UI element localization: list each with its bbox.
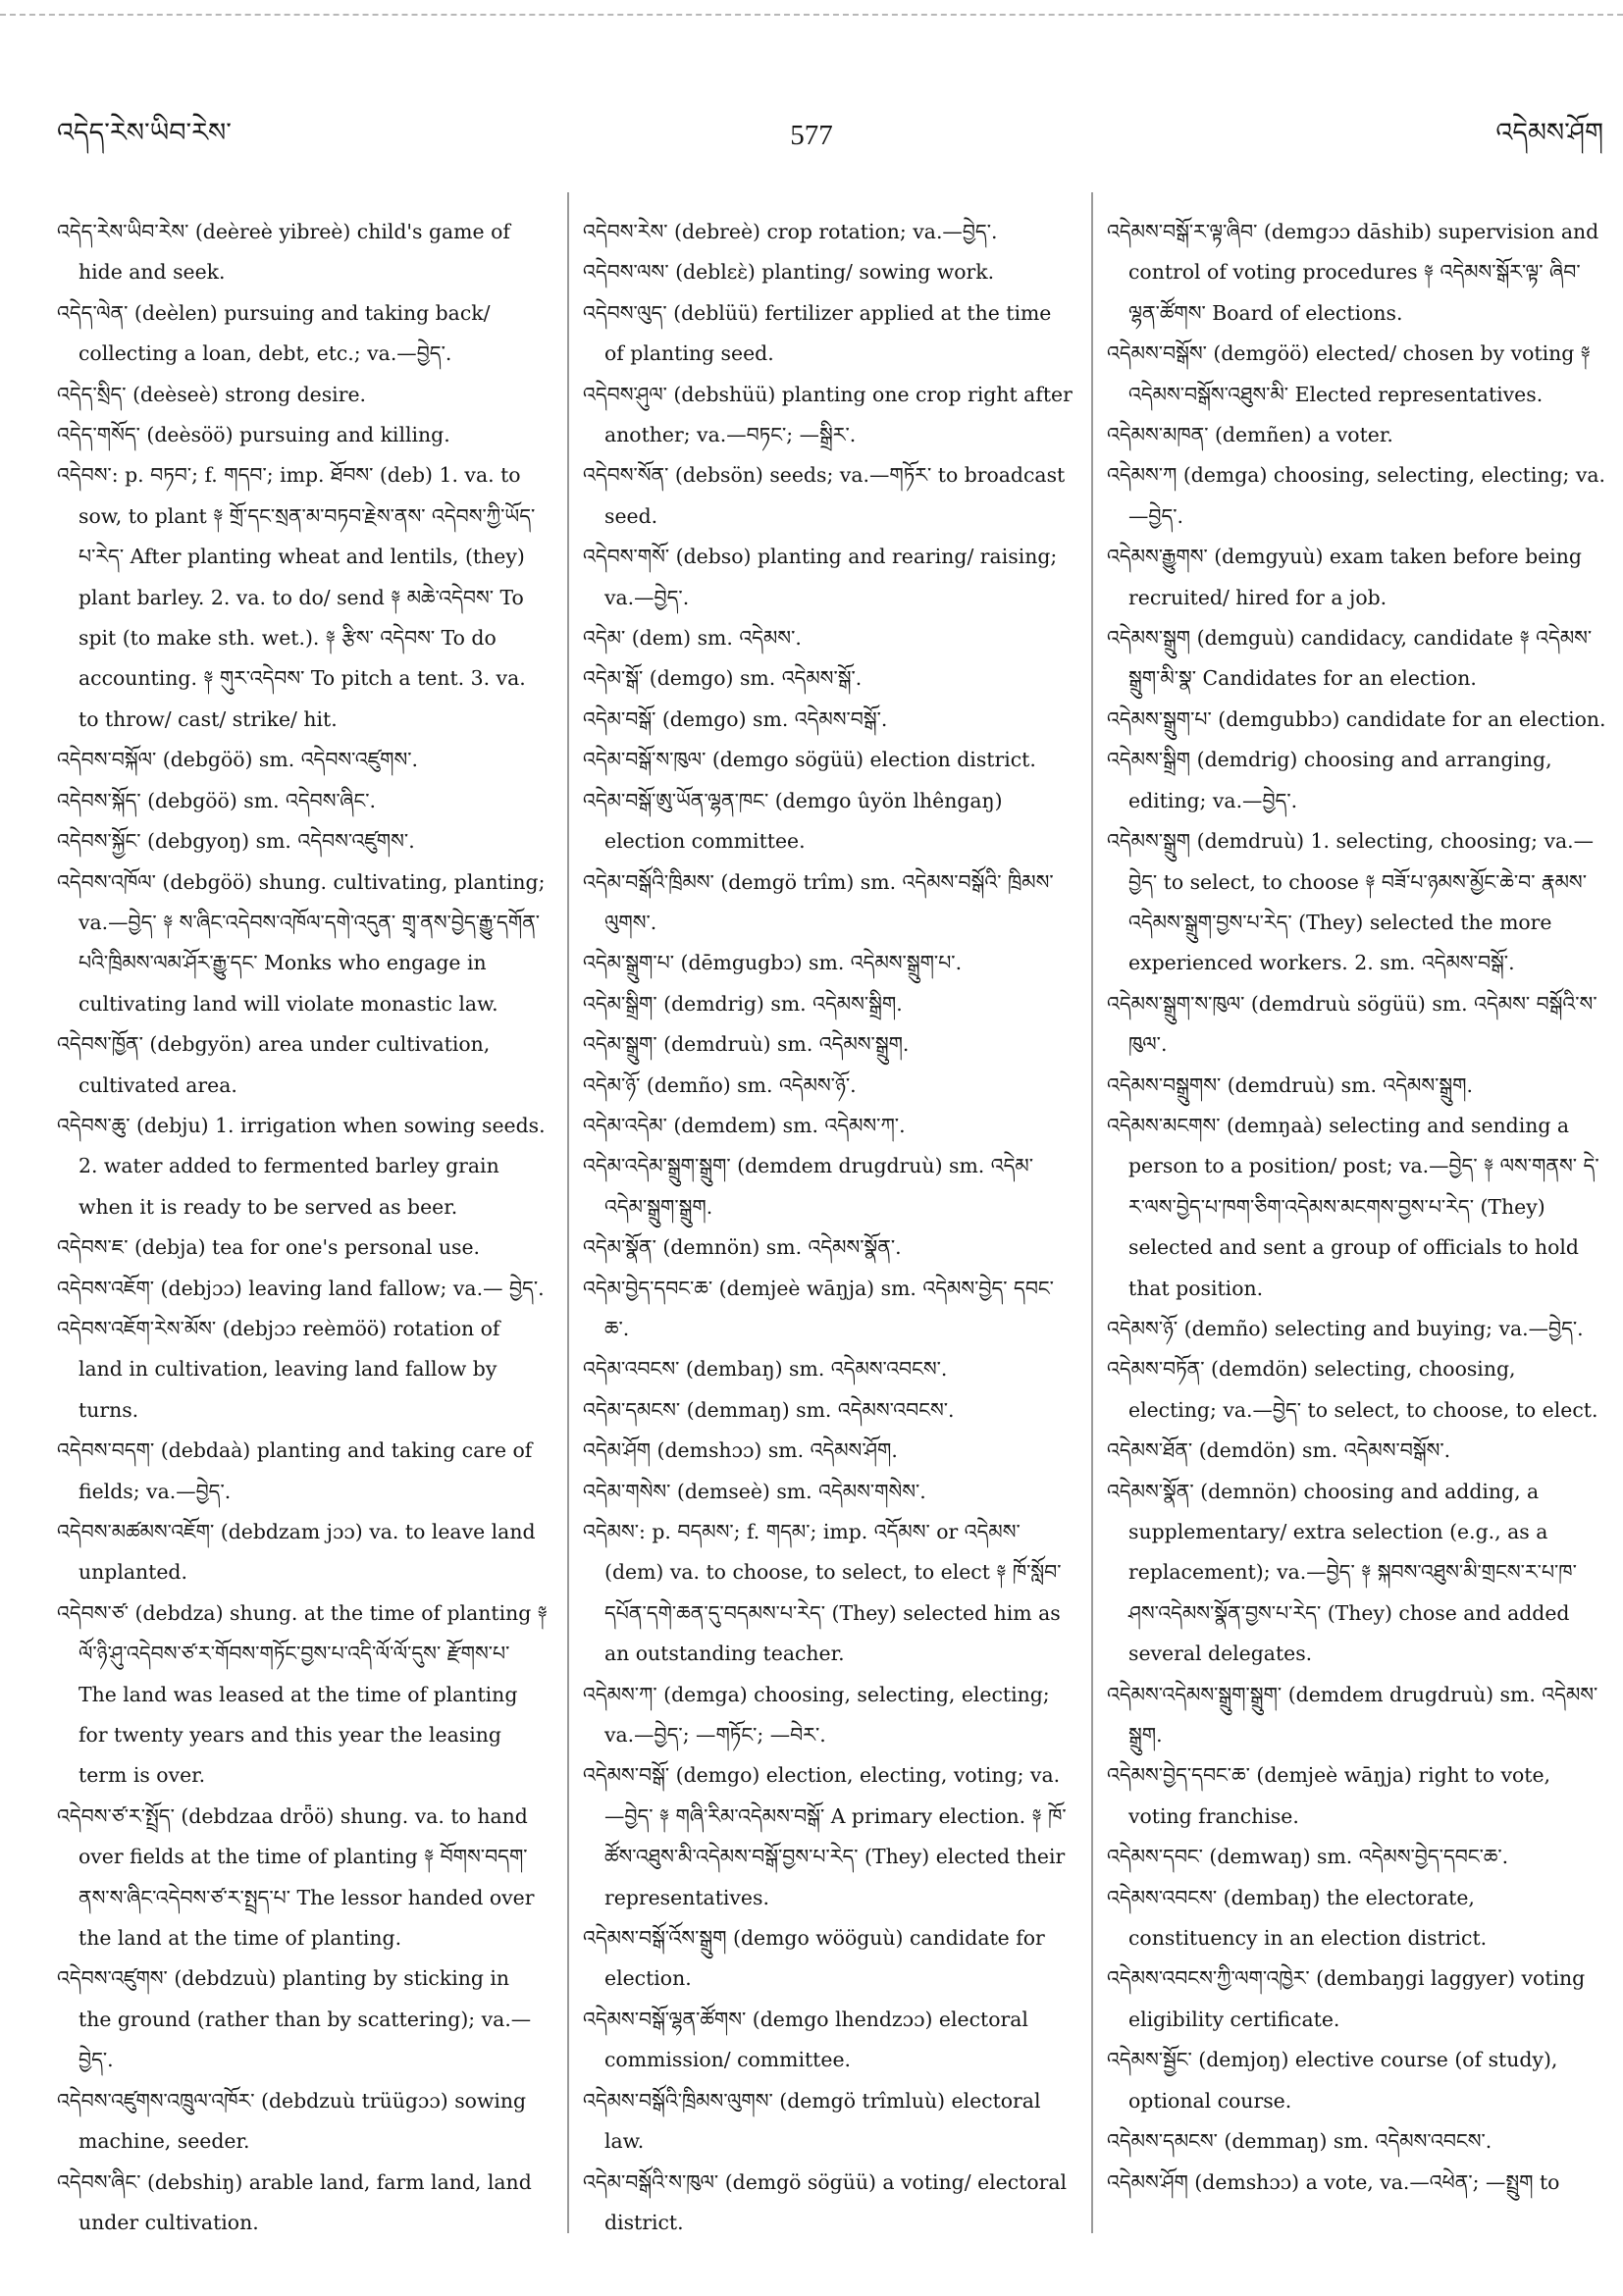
dictionary-entry: འདེམས་དམངས་ (demmaŋ) sm. འདེམས་འབངས་. bbox=[1107, 2129, 1492, 2154]
dictionary-entry: འདེབས་ཆུ་ (debju) 1. irrigation when sowing seeds. 2. water added to fermented barley grain when it is ready to be served as beer. bbox=[57, 1113, 546, 1219]
dictionary-entry: འདེབས་འཇོག་ (debjɔɔ) leaving land fallow; va.— བྱེད་. bbox=[57, 1276, 545, 1300]
dictionary-entry: འདེམས་སྒྲུག་ས་ཁུལ་ (demdruù sögüü) sm. འདེམས་ བསྒོའི་ས་ཁུལ་. bbox=[1107, 991, 1597, 1057]
dictionary-entry: འདེམ་དམངས་ (demmaŋ) sm. འདེམས་འབངས་. bbox=[583, 1397, 955, 1422]
dictionary-entry: འདེམ་བྱེད་དབང་ཆ་ (demjeè wāŋja) sm. འདེམས་བྱེད་ དབང་ཆ་. bbox=[583, 1276, 1054, 1340]
dictionary-entry: འདེམས་བསྒྲུགས་ (demdruù) sm. འདེམས་སྒྲུག. bbox=[1107, 1072, 1474, 1097]
dictionary-entry: འདེབས་ལུད་ (deblüü) fertilizer applied at the time of planting seed. bbox=[583, 300, 1052, 366]
dictionary-entry: འདེབས་འཇོག་རེས་མོས་ (debjɔɔ reèmöö) rotation of land in cultivation, leaving land fallow by turns. bbox=[57, 1316, 500, 1422]
dictionary-entry: འདེམས་ཀ (demga) choosing, selecting, electing; va.—བྱེད་. bbox=[1107, 463, 1606, 528]
dictionary-entry: འདེམས་བསྒོས་ (demgöö) elected/ chosen by voting ༈ འདེམས་བསྒོས་འཐུས་མི་ Elected representatives. bbox=[1107, 341, 1591, 406]
dictionary-column-2 bbox=[583, 212, 1073, 2243]
dictionary-entry: འདེབས་སོན་ (debsön) seeds; va.—གཏོར་ to broadcast seed. bbox=[583, 463, 1066, 528]
dictionary-entry: འདེམ་འབངས་ (dembaŋ) sm. འདེམས་འབངས་. bbox=[583, 1357, 948, 1382]
dictionary-entry: འདེམ་བསྒོ་ས་ཁུལ་ (demgo sögüü) election district. bbox=[583, 748, 1036, 772]
dictionary-entry: འདེམ་འདེམ་ (demdem) sm. འདེམས་ཀ་. bbox=[583, 1113, 906, 1137]
column-divider bbox=[1091, 192, 1093, 2233]
dictionary-entry: འདེམས་ཉོ་ (demño) selecting and buying; va.—བྱེད་. bbox=[1107, 1316, 1584, 1340]
dictionary-entry: འདེམས་བྱེད་དབང་ཆ་ (demjeè wāŋja) right to vote, voting franchise. bbox=[1107, 1763, 1551, 1828]
dictionary-entry: འདེམས་བསྒོའི་ཁྲིམས་ལུགས་ (demgö trîmluù) electoral law. bbox=[583, 2088, 1041, 2154]
dictionary-entry: འདེམས་མངགས་ (demŋaà) selecting and sending a person to a position/ post; va.—བྱེད་ ༈ ལས་གནས་ དེ་ར་ལས་བྱེད་པ་ཁག་ཅིག་འདེམས་མངགས་བྱས་པ་རེད་ (They) selected and sent a group of officials to hold that position. bbox=[1107, 1113, 1599, 1300]
page-number: 577 bbox=[790, 120, 833, 151]
dictionary-entry: འདེབས་འཛུགས་འཁྲུལ་འཁོར་ (debdzuù trüügɔɔ) sowing machine, seeder. bbox=[57, 2088, 527, 2154]
dictionary-entry: འདེམས་ཤོག (demshɔɔ) a vote, va.—འཕེན་; —སྤྲུག to bbox=[1107, 2169, 1560, 2194]
dictionary-entry: འདེམས་སྒྲིག (demdrig) choosing and arranging, editing; va.—བྱེད་. bbox=[1107, 748, 1552, 812]
dictionary-entry: འདེམས་སྒྲུག (demguù) candidacy, candidate ༈ འདེམས་སྒྲུག་མི་སྣ་ Candidates for an election. bbox=[1107, 626, 1593, 691]
dictionary-entry: འདེམས་སྦྱོང་ (demjoŋ) elective course (of study), optional course. bbox=[1107, 2048, 1558, 2113]
dictionary-entry: འདེབས་ལས་ (deblɛɛ̀) planting/ sowing work. bbox=[583, 260, 995, 285]
left-guide-word: འདེད་རེས་ཡིབ་རེས་ bbox=[57, 118, 232, 148]
dictionary-entry: འདེམས་སྣོན་ (demnön) choosing and adding, a supplementary/ extra selection (e.g., as a replacement); va.—བྱེད་ ༈ སྐབས་འཐུས་མི་གྲངས་ར་པ་ཁ་ ཤས་འདེམས་སྣོན་བྱས་པ་རེད་ (They) chose and added several delegates. bbox=[1107, 1479, 1577, 1666]
dictionary-entry: འདེམས་བཏོན་ (demdön) selecting, choosing, electing; va.—བྱེད་ to select, to choose, to elect. bbox=[1107, 1357, 1598, 1422]
dictionary-entry: འདེམས་འབངས་ཀྱི་ལག་འཁྱེར་ (dembaŋgi laggyer) voting eligibility certificate. bbox=[1107, 1966, 1586, 2031]
dictionary-entry: འདེབས་སྐོད་ (debgöö) sm. འདེབས་ཞིང་. bbox=[57, 788, 376, 812]
dictionary-entry: འདེམ་བསྒོའི་ཁྲིམས་ (demgö trîm) sm. འདེམས་བསྒོའི་ ཁྲིམས་ལུགས་. bbox=[583, 869, 1054, 934]
dictionary-entry: འདེམས་འབངས་ (dembaŋ) the electorate, constituency in an election district. bbox=[1107, 1885, 1488, 1951]
dictionary-entry: འདེབས་གསོ་ (debso) planting and rearing/ raising; va.—བྱེད་. bbox=[583, 545, 1058, 609]
dictionary-entry: འདེམ་ (dem) sm. འདེམས་. bbox=[583, 626, 802, 651]
dictionary-entry: འདེམ་བསྒོའི་ས་ཁུལ་ (demgö sögüü) a voting/ electoral district. bbox=[583, 2169, 1068, 2234]
dictionary-entry: འདེམ་སྒྲུག་པ་ (dēmgugbɔ) sm. འདེམས་སྒྲུག་པ་. bbox=[583, 951, 963, 975]
dictionary-entry: འདེབས་འཁོལ་ (debgöö) shung. cultivating, planting; va.—བྱེད་ ༈ ས་ཞིང་འདེབས་འཁོལ་དགེ་འདུན་ གྲྭ་ནས་བྱེད་རྒྱུ་དགོན་པའི་ཁྲིམས་ལམ་ཤོར་རྒྱུ་དང་ Monks who engage in cultivating land will violate monastic law. bbox=[57, 869, 546, 1016]
dictionary-entry: འདེམ་གསེས་ (demseè) sm. འདེམས་གསེས་. bbox=[583, 1479, 926, 1503]
dictionary-entry: འདེམས་བསྒོ་ལྷན་ཚོགས་ (demgo lhendzɔɔ) electoral commission/ committee. bbox=[583, 2007, 1028, 2072]
dictionary-entry: འདེབས་ཙ་ (debdza) shung. at the time of planting ༈ ལོ་ཉི་ཤུ་འདེབས་ཙ་ར་གོབས་གཏོང་བྱས་པ་འདི་ལོ་ལོ་དུས་ རྫོགས་པ་ The land was leased at the time of planting for twenty years and this year the leasing term is over. bbox=[57, 1600, 548, 1788]
dictionary-entry: འདེད་རེས་ཡིབ་རེས་ (deèreè yibreè) child's game of hide and seek. bbox=[57, 220, 510, 285]
dictionary-entry: འདེབས་ཁྱོན་ (debgyön) area under cultivation, cultivated area. bbox=[57, 1032, 491, 1097]
dictionary-entry: འདེམས་བསྒོ་ར་ལྟ་ཞིབ་ (demgɔɔ dāshib) supervision and control of voting procedures ༈ འདེམས་སྒོར་ལྟ་ ཞིབ་ལྷན་ཚོགས་ Board of elections. bbox=[1107, 220, 1599, 325]
dictionary-entry: འདེམས་སྒྲུག (demdruù) 1. selecting, choosing; va.— བྱེད་ to select, to choose ༈ བཟོ་པ་ཉམས་མྱོང་ཆེ་བ་ རྣམས་འདེམས་སྒྲུག་བྱས་པ་རེད་ (They) selected the more experienced workers. 2. sm. འདེམས་བསྒོ་. bbox=[1107, 829, 1595, 975]
dictionary-entry: འདེབས་མཚམས་འཇོག་ (debdzam jɔɔ) va. to leave land unplanted. bbox=[57, 1520, 536, 1585]
column-divider bbox=[567, 192, 569, 2233]
dictionary-entry: འདེམས་ཀ་ (demga) choosing, selecting, electing; va.—བྱེད་; —གཏོང་; —བེར་. bbox=[583, 1682, 1050, 1748]
dictionary-entry: འདེད་སྲིད་ (deèseè) strong desire. bbox=[57, 382, 367, 406]
dictionary-entry: འདེམ་སྒྲུག་ (demdruù) sm. འདེམས་སྒྲུག. bbox=[583, 1032, 910, 1057]
dictionary-entry: འདེབས་བདག་ (debdaà) planting and taking care of fields; va.—བྱེད་. bbox=[57, 1438, 533, 1503]
dictionary-entry: འདེབས་ཇ་ (debja) tea for one's personal use. bbox=[57, 1235, 481, 1260]
dictionary-entry: འདེབས་སྐྱོང་ (debgyoŋ) sm. འདེབས་འཛུགས་. bbox=[57, 829, 415, 854]
dictionary-column-3 bbox=[1107, 212, 1609, 2203]
dictionary-entry: འདེམས་དབང་ (demwaŋ) sm. འདེམས་བྱེད་དབང་ཆ་. bbox=[1107, 1845, 1509, 1869]
dictionary-entry: འདེབས་རེས་ (debreè) crop rotation; va.—བྱེད་. bbox=[583, 220, 998, 243]
dictionary-entry: འདེམས་: p. བདམས་; f. གདམ་; imp. འདོམས་ or འདེམས་ (dem) va. to choose, to select, to elect ༈ ཁོ་སློབ་དཔོན་དགེ་ཆན་དུ་བདམས་པ་རེད་ (They) selected him as an outstanding teacher. bbox=[583, 1520, 1062, 1666]
dictionary-entry: འདེམས་ཐོན་ (demdön) sm. འདེམས་བསྒོས་. bbox=[1107, 1438, 1451, 1463]
dictionary-entry: འདེམས་རྒྱུགས་ (demgyuù) exam taken before being recruited/ hired for a job. bbox=[1107, 545, 1582, 609]
dictionary-column-1 bbox=[57, 212, 548, 2243]
dictionary-entry: འདེམས་སྒྲུག་པ་ (demgubbɔ) candidate for an election. bbox=[1107, 706, 1606, 731]
dictionary-entry: འདེམ་བསྒོ་ (demgo) sm. འདེམས་བསྒོ་. bbox=[583, 706, 888, 731]
dictionary-entry: འདེམ་ཤོག (demshɔɔ) sm. འདེམས་ཤོག. bbox=[583, 1438, 898, 1463]
dictionary-entry: འདེབས་ཞིང་ (debshiŋ) arable land, farm land, land under cultivation. bbox=[57, 2169, 532, 2234]
dictionary-entry: འདེམ་སྒྲིག་ (demdrig) sm. འདེམས་སྒྲིག. bbox=[583, 991, 903, 1016]
dictionary-entry: འདེམས་མཁན་ (demñen) a voter. bbox=[1107, 423, 1393, 447]
dictionary-entry: འདེམ་ཉོ་ (demño) sm. འདེམས་ཉོ་. bbox=[583, 1072, 857, 1097]
dictionary-entry: འདེད་གསོད་ (deèsöö) pursuing and killing. bbox=[57, 423, 450, 447]
dictionary-entry: འདེམ་སྣོན་ (demnön) sm. འདེམས་སྣོན་. bbox=[583, 1235, 902, 1260]
dictionary-entry: འདེམ་འདེམ་སྒྲུག་སྒྲུག་ (demdem drugdruù) sm. འདེམ་འདེམ་སྒྲུག་སྒྲུག. bbox=[583, 1154, 1034, 1219]
dictionary-entry: འདེབས་བསྐོལ་ (debgöö) sm. འདེབས་འཛུགས་. bbox=[57, 748, 419, 772]
right-guide-word: འདེམས་ཤོག bbox=[1495, 118, 1603, 148]
dictionary-entry: འདེམས་བསྒོ་འོས་སྒྲུག (demgo wööguù) candidate for election. bbox=[583, 1926, 1045, 1991]
dictionary-entry: འདེམས་འདེམས་སྒྲུག་སྒྲུག་ (demdem drugdruù) sm. འདེམས་སྒྲུག. bbox=[1107, 1682, 1598, 1748]
dictionary-entry: འདེབས་འཛུགས་ (debdzuù) planting by sticking in the ground (rather than by scattering); va.—བྱེད་. bbox=[57, 1966, 532, 2072]
scan-edge-line bbox=[0, 14, 1623, 16]
dictionary-entry: འདེབས་: p. བཏབ་; f. གདབ་; imp. ཐོབས་ (deb) 1. va. to sow, to plant ༈ གྲོ་དང་སྲན་མ་བཏབ་རྗེས་ནས་ འདེབས་ཀྱི་ཡོད་པ་རེད་ After planting wheat and lentils, (they) plant barley. 2. va. to do/ send ༈ མཆེ་འདེབས་ To spit (to make sth. wet.). ༈ རྩིས་ འདེབས་ To do accounting. ༈ གུར་འདེབས་ To pitch a tent. 3. va. to throw/ cast/ strike/ hit. bbox=[57, 463, 536, 731]
dictionary-entry: འདེམ་བསྒོ་ཨུ་ཡོན་ལྷན་ཁང་ (demgo ûyön lhêngaŋ) election committee. bbox=[583, 788, 1003, 854]
dictionary-entry: འདེད་ལེན་ (deèlen) pursuing and taking back/ collecting a loan, debt, etc.; va.—བྱེད་. bbox=[57, 300, 491, 366]
dictionary-entry: འདེབས་ཙ་ར་སྤྲོད་ (debdzaa drȫö) shung. va. to hand over fields at the time of planting ༈ བོགས་བདག་ ནས་ས་ཞིང་འདེབས་ཙ་ར་སྤྲད་པ་ The lessor handed over the land at the time of planting. bbox=[57, 1803, 535, 1951]
dictionary-entry: འདེམས་བསྒོ་ (demgo) election, electing, voting; va.—བྱེད་ ༈ གཞི་རིམ་འདེམས་བསྒོ་ A primary election. ༈ ཁོ་ཚོས་འཐུས་མི་འདེམས་བསྒོ་བྱས་པ་རེད་ (They) elected their representatives. bbox=[583, 1763, 1067, 1909]
dictionary-entry: འདེམ་སྒོ་ (demgo) sm. འདེམས་སྒོ་. bbox=[583, 666, 863, 691]
dictionary-entry: འདེབས་ཤུལ་ (debshüü) planting one crop right after another; va.—བཏང་; —སྒྲིར་. bbox=[583, 382, 1073, 447]
